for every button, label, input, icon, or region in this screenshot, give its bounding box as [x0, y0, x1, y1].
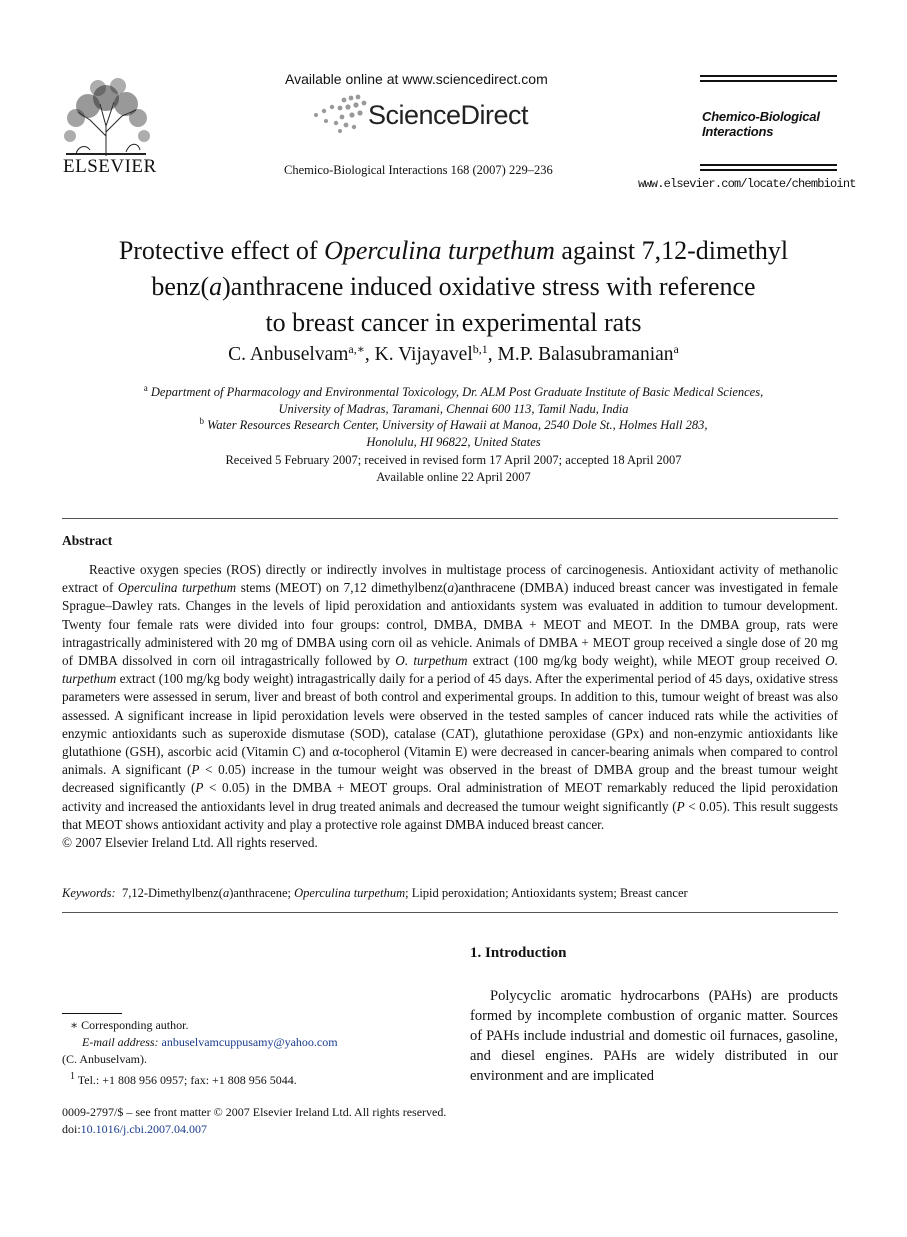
doi-link[interactable]: 10.1016/j.cbi.2007.04.007: [80, 1122, 207, 1136]
author-affil-mark[interactable]: b,1: [472, 342, 488, 356]
abstract-body: [62, 561, 838, 852]
footnote-rule: [62, 1013, 122, 1014]
journal-citation: Chemico-Biological Interactions 168 (2007) 229–236: [284, 163, 553, 177]
issn-copyright-line: 0009-2797/$ – see front matter © 2007 Elsevier Ireland Ltd. All rights reserved.: [62, 1105, 447, 1119]
title-text: against 7,12-dimethyl: [554, 236, 789, 265]
title-text: Protective effect of: [118, 236, 325, 265]
title-text: benz(: [151, 272, 210, 301]
footnote-corresponding: [62, 1017, 450, 1034]
keywords: [62, 886, 838, 901]
abstract-text: extract (100 mg/kg body weight) intragastrically daily for a period of 45 days. After the experimental period of 45 days, oxidative stress parameters were assessed in serum, liver and breast of both control and experimental groups. In addition to this, tumour weight of breast was also assessed. A significant increase in lipid peroxidation levels were observed in the tested samples of cancer induced rats while the activities of enzymic antioxidants such as superoxide dismutase (SOD), catalase (CAT), glutathione peroxidase (GPx) and non-enzymic antioxidants like glutathione (GSH), ascorbic acid (Vitamin C) and α-tocopherol (Vitamin E) were decreased in cancer-bearing animals when compared to control animals. A significant (: [62, 671, 838, 778]
abstract-copyright: © 2007 Elsevier Ireland Ltd. All rights reserved.: [62, 835, 318, 851]
abstract-rule-top: [62, 518, 838, 519]
footnote-mark: 1: [70, 1071, 75, 1082]
abstract-text: < 0.05) increase in the tumour weight was observed in the breast of DMBA group and the breast tumour weight decreased significantly (: [62, 762, 838, 796]
author-name[interactable]: K. Vijayavel: [374, 344, 473, 365]
abstract-text: O. turpethum: [395, 653, 468, 669]
abstract-text: P: [676, 798, 685, 814]
journal-rule-bottom: [700, 164, 837, 166]
journal-name-line2: Interactions: [702, 124, 774, 139]
keyword: ; Lipid peroxidation; Antioxidants system; Breast cancer: [405, 886, 688, 900]
email-label: E-mail address:: [82, 1035, 159, 1049]
affil-text: Honolulu, HI 96822, United States: [366, 435, 541, 450]
abstract-text: Operculina turpethum: [117, 580, 237, 596]
footnote-email: [62, 1034, 462, 1051]
affil-mark: a: [143, 383, 148, 393]
abstract-heading: Abstract: [62, 533, 113, 548]
affiliation-b: [60, 413, 847, 451]
footnote-mark: ∗: [70, 1018, 79, 1032]
footnote-tel: [62, 1068, 450, 1089]
author-name[interactable]: C. Anbuselvam: [228, 344, 349, 365]
journal-name-line1: Chemico-Biological: [702, 109, 820, 124]
journal-url-link[interactable]: www.elsevier.com/locate/chembioint: [638, 177, 856, 191]
keywords-label: Keywords:: [62, 886, 116, 900]
author-affil-mark[interactable]: a: [673, 342, 679, 356]
footnote-text: Tel.: +1 808 956 0957; fax: +1 808 956 5044.: [75, 1073, 297, 1087]
abstract-text: a: [447, 580, 455, 596]
footnote-text: Corresponding author.: [78, 1018, 189, 1032]
doi-line: [62, 1122, 207, 1137]
title-text: a: [209, 272, 223, 301]
keyword: Operculina turpethum: [294, 886, 406, 900]
abstract-text: < 0.05) in the DMBA + MEOT groups. Oral administration of MEOT remarkably reduced the lipid peroxidation activity and increased the antioxidants level in drug treated animals and decreased the tumour weight significantly (: [62, 780, 838, 814]
abstract-text: )anthracene (DMBA) induced breast cancer was investigated in female Sprague–Dawley rats. Changes in the levels of lipid peroxidation and antioxidants system was evaluated in addition to tumour development. Twenty four female rats were divided into four groups: control, DMBA, DMBA + MEOT and MEOT. In the DMBA group, rats were intragastrically administered with 20 mg of DMBA using corn oil as vehicle. Animals of DMBA + MEOT group received a single dose of 20 mg of DMBA dissolved in corn oil intragastrically followed by: [62, 580, 839, 669]
sciencedirect-dots-icon: [312, 93, 372, 135]
available-date: Available online 22 April 2007: [376, 470, 531, 484]
keyword: a: [222, 886, 230, 900]
title-text: )anthracene induced oxidative stress with reference: [222, 272, 756, 301]
abstract-text: extract (100 mg/kg body weight), while MEOT group received: [467, 653, 826, 669]
abstract-text: O. turpethum: [62, 653, 838, 687]
author-sep: ,: [487, 344, 498, 365]
abstract-text: stems (MEOT) on 7,12 dimethylbenz(: [236, 580, 448, 596]
affil-text: Department of Pharmacology and Environmental Toxicology, Dr. ALM Post Graduate Institute of Basic Medical Sciences,: [150, 385, 764, 400]
author-name[interactable]: M.P. Balasubramanian: [497, 344, 674, 365]
keyword: 7,12-Dimethylbenz(: [121, 886, 223, 900]
abstract-text: P: [191, 762, 200, 778]
affil-mark: b: [199, 416, 205, 426]
footnote-email-owner: (C. Anbuselvam).: [62, 1052, 147, 1066]
email-link[interactable]: anbuselvamcuppusamy@yahoo.com: [161, 1035, 338, 1049]
section-heading-introduction: 1. Introduction: [470, 945, 567, 961]
article-title: [60, 233, 847, 341]
received-dates: Received 5 February 2007; received in revised form 17 April 2007; accepted 18 April 2007: [225, 453, 682, 467]
doi-label: doi:: [62, 1122, 81, 1136]
abstract-text: < 0.05). This result suggests that MEOT shows antioxidant activity and play a protective role against DMBA induced breast cancer.: [62, 798, 838, 832]
publisher-name: ELSEVIER: [63, 156, 157, 177]
available-online-text[interactable]: Available online at www.sciencedirect.com: [285, 71, 548, 87]
sciencedirect-wordmark[interactable]: ScienceDirect: [368, 100, 529, 130]
title-text: to breast cancer in experimental rats: [265, 308, 642, 337]
author-sep: ,: [364, 344, 375, 365]
abstract-text: P: [195, 780, 204, 796]
journal-rule-top-2: [700, 80, 837, 82]
affil-text: Water Resources Research Center, University of Hawaii at Manoa, 2540 Dole St., Holmes Hall 283,: [207, 418, 708, 433]
elsevier-tree-logo: [60, 76, 152, 158]
affil-text: University of Madras, Taramani, Chennai 600 113, Tamil Nadu, India: [278, 402, 629, 417]
keyword: )anthracene;: [229, 886, 295, 900]
author-affil-mark[interactable]: a,∗: [348, 342, 365, 356]
journal-name: [702, 109, 820, 139]
abstract-text: Reactive oxygen species (ROS) directly or indirectly involves in multistage process of carcinogenesis. Antioxidant activity of methanolic extract of: [62, 562, 838, 596]
author-list: [60, 344, 847, 366]
introduction-paragraph: Polycyclic aromatic hydrocarbons (PAHs) are products formed by incomplete combustion of organic matter. Sources of PAHs include industrial and domestic oil furnaces, gasoline, and diesel engines. PAHs are widely distributed in our environment and are implicated: [470, 988, 838, 1084]
journal-rule-top: [700, 75, 837, 77]
journal-rule-bottom-2: [700, 169, 837, 171]
title-species: Operculina turpethum: [324, 236, 555, 265]
keywords-rule: [62, 912, 838, 913]
